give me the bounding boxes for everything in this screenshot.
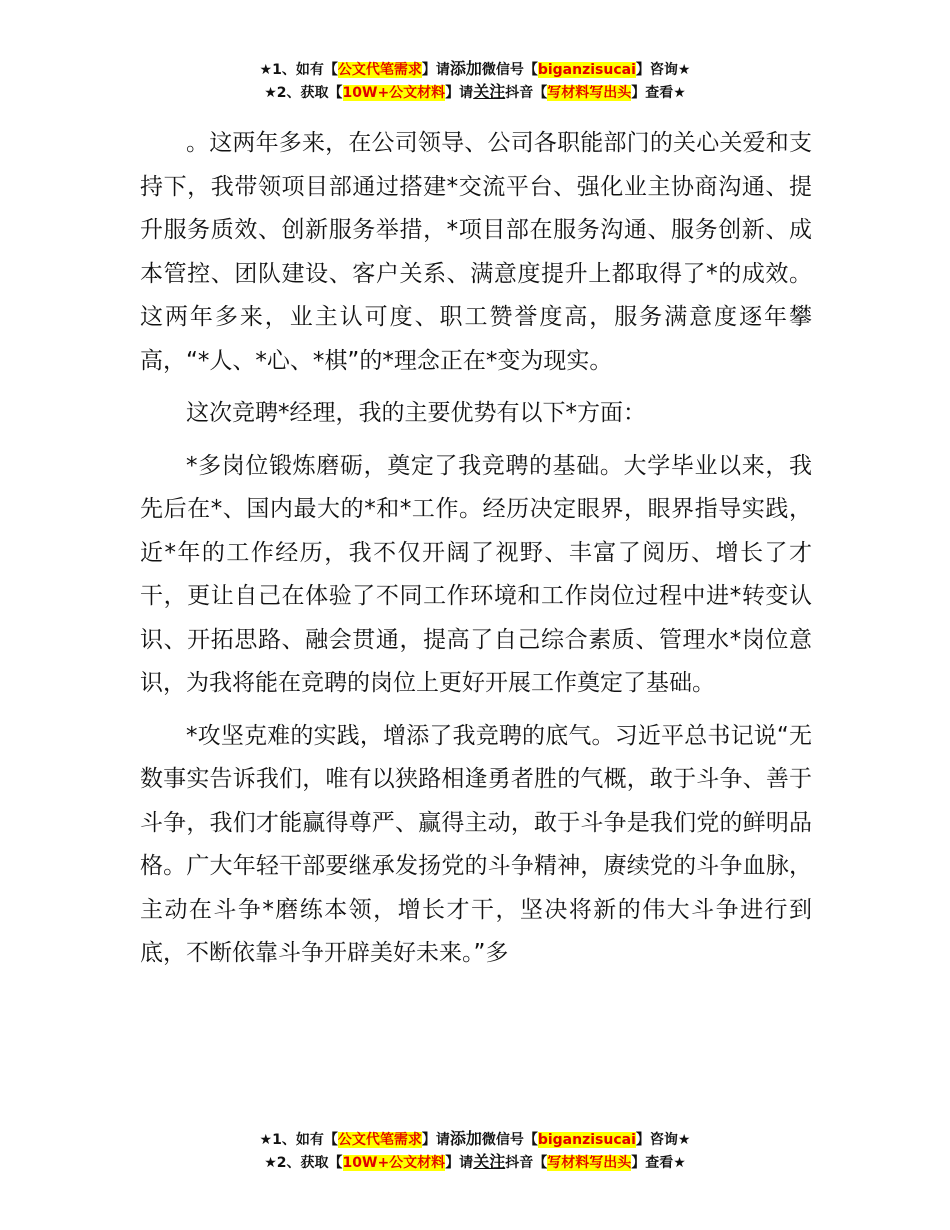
highlight-wechat-id: biganzisucai: [537, 62, 636, 78]
banner-line-1: [0, 1128, 950, 1151]
banner-text: 】咨询★: [635, 62, 691, 78]
paragraph: 这次竞聘*经理，我的主要优势有以下*方面：: [186, 400, 646, 426]
banner-text: 微信号【: [481, 62, 538, 78]
highlight-douyin-account: 写材料写出头: [547, 1155, 632, 1171]
banner-text: 抖音【: [505, 1155, 548, 1171]
banner-text: 微信号【: [481, 1132, 538, 1148]
banner-text: 】请: [421, 62, 450, 78]
highlight-wechat-id: biganzisucai: [537, 1132, 636, 1148]
banner-text: 】查看★: [631, 85, 686, 101]
banner-text: ★2、获取【: [264, 85, 343, 101]
highlight-materials: 10W+公文材料: [342, 85, 446, 101]
highlight-service: 公文代笔需求: [337, 1132, 422, 1148]
banner-text: ★2、获取【: [264, 1155, 343, 1171]
banner-emphasis: 关注: [473, 1152, 506, 1171]
banner-text: 】查看★: [631, 1155, 686, 1171]
banner-text: 】咨询★: [635, 1132, 691, 1148]
banner-text: 】请: [445, 85, 474, 101]
paragraph: 。这两年多来，在公司领导、公司各职能部门的关心关爱和支持下，我带领项目部通过搭建*交流平台、强化业主协商沟通、提升服务质效、创新服务举措，*项目部在服务沟通、服务创新、成本管控、团队建设、客户关系、满意度提升上都取得了*的成效。这两年多来，业主认可度、职工赞誉度高，服务满意度逐年攀高，“*人、*心、*棋”的*理念正在*变为现实。: [140, 130, 812, 374]
footer-banner: [0, 1128, 950, 1174]
highlight-service: 公文代笔需求: [337, 62, 422, 78]
banner-text: 抖音【: [505, 85, 548, 101]
banner-line-2: [0, 81, 950, 104]
banner-text: ★1、如有【: [259, 1132, 338, 1148]
banner-text: 】请: [421, 1132, 450, 1148]
paragraph: *多岗位锻炼磨砺，奠定了我竞聘的基础。大学毕业以来，我先后在*、国内最大的*和*工作。经历决定眼界，眼界指导实践，近*年的工作经历，我不仅开阔了视野、丰富了阅历、增长了才干，更让自己在体验了不同工作环境和工作岗位过程中进*转变认识、开拓思路、融会贯通，提高了自己综合素质、管理水*岗位意识，为我将能在竞聘的岗位上更好开展工作奠定了基础。: [140, 452, 812, 696]
banner-emphasis: 添加: [449, 59, 482, 78]
banner-emphasis: 添加: [449, 1129, 482, 1148]
highlight-materials: 10W+公文材料: [342, 1155, 446, 1171]
banner-line-2: [0, 1151, 950, 1174]
banner-text: 】请: [445, 1155, 474, 1171]
highlight-douyin-account: 写材料写出头: [547, 85, 632, 101]
header-banner: [0, 58, 950, 104]
banner-line-1: [0, 58, 950, 81]
document-body: [140, 122, 812, 985]
paragraph: *攻坚克难的实践，增添了我竞聘的底气。习近平总书记说“无数事实告诉我们，唯有以狭路相逢勇者胜的气概，敢于斗争、善于斗争，我们才能赢得尊严、赢得主动，敢于斗争是我们党的鲜明品格。广大年轻干部要继承发扬党的斗争精神，赓续党的斗争血脉，主动在斗争*磨练本领，增长才干，坚决将新的伟大斗争进行到底，不断依靠斗争开辟美好未来。”多: [140, 722, 812, 966]
banner-text: ★1、如有【: [259, 62, 338, 78]
banner-emphasis: 关注: [473, 82, 506, 101]
